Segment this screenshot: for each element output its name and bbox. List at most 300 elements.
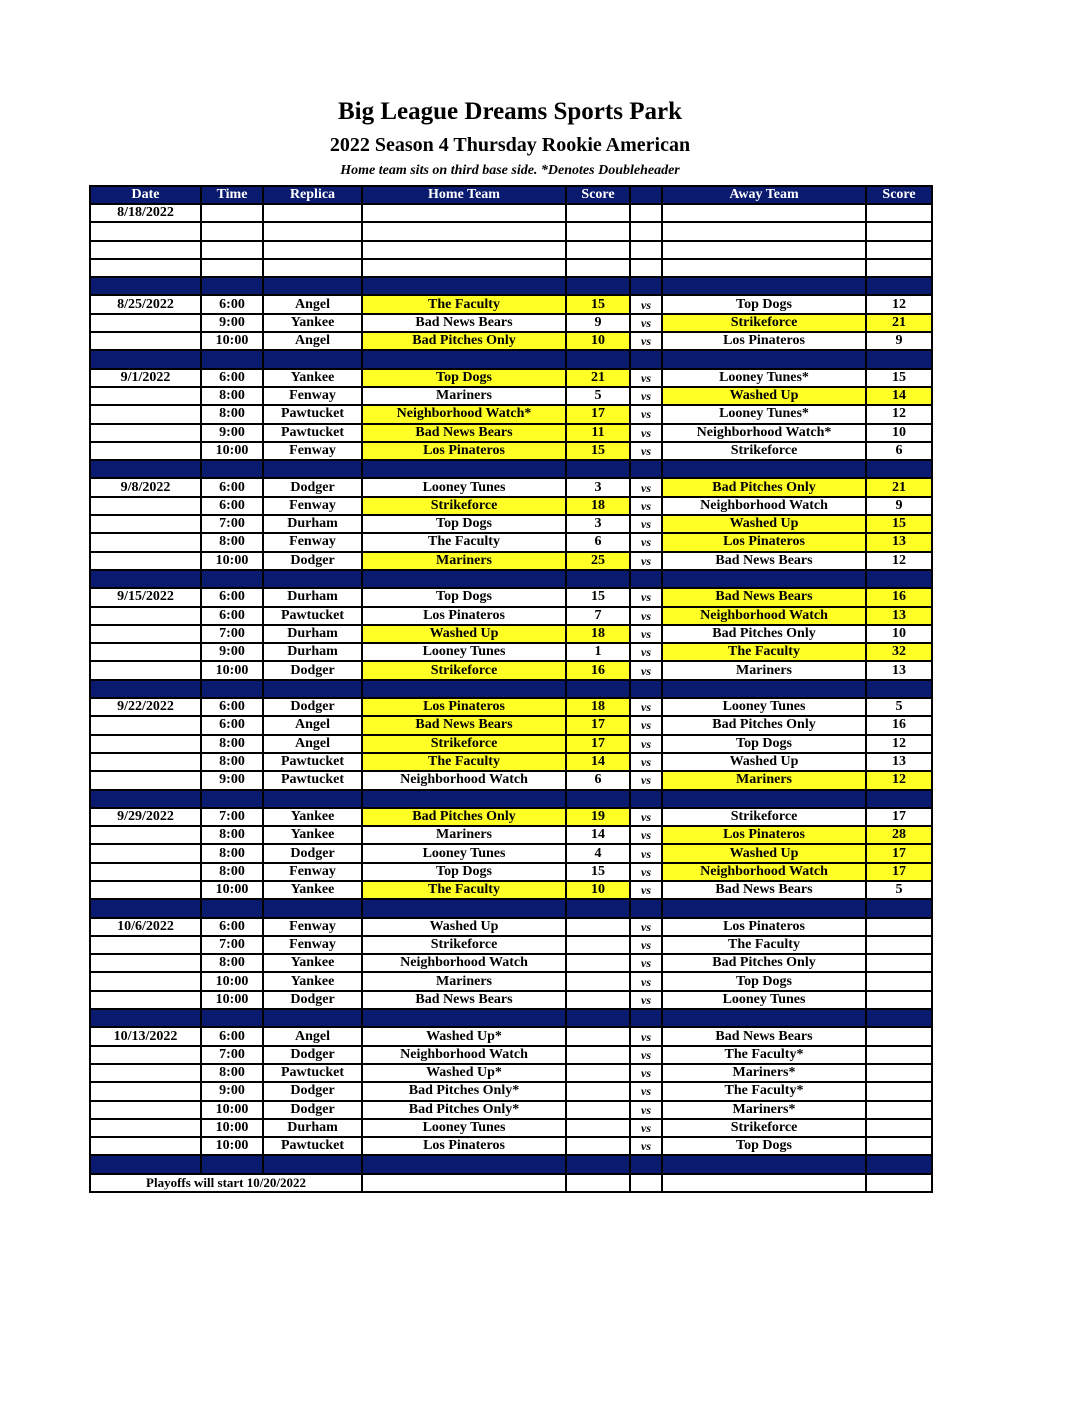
- empty-cell: [630, 259, 662, 277]
- home-score: 17: [566, 405, 630, 423]
- table-row: [90, 716, 932, 734]
- away-team: Bad Pitches Only: [662, 625, 866, 643]
- vs-label: vs: [630, 552, 662, 570]
- col-header-date: Date: [90, 186, 201, 204]
- separator-cell: [566, 460, 630, 478]
- table-row: [90, 497, 932, 515]
- away-team: Neighborhood Watch: [662, 863, 866, 881]
- separator-cell: [630, 790, 662, 808]
- empty-cell: [90, 424, 201, 442]
- vs-label: vs: [630, 442, 662, 460]
- week-separator: [90, 1009, 932, 1027]
- away-team: Strikeforce: [662, 808, 866, 826]
- replica-field: Pawtucket: [263, 405, 362, 423]
- away-team: Los Pinateros: [662, 332, 866, 350]
- separator-cell: [866, 680, 932, 698]
- empty-cell: [90, 259, 201, 277]
- game-time: 6:00: [201, 1027, 263, 1045]
- separator-cell: [201, 460, 263, 478]
- separator-cell: [630, 350, 662, 368]
- home-team: Bad Pitches Only: [362, 808, 566, 826]
- separator-cell: [662, 460, 866, 478]
- home-score: 17: [566, 735, 630, 753]
- empty-cell: [662, 204, 866, 222]
- away-team: Los Pinateros: [662, 533, 866, 551]
- away-team: Washed Up: [662, 515, 866, 533]
- home-score: [566, 1027, 630, 1045]
- away-score: 12: [866, 771, 932, 789]
- home-team: Looney Tunes: [362, 1119, 566, 1137]
- separator-cell: [630, 1009, 662, 1027]
- vs-label: vs: [630, 808, 662, 826]
- replica-field: Fenway: [263, 497, 362, 515]
- table-row: [90, 753, 932, 771]
- vs-label: vs: [630, 295, 662, 313]
- home-team: The Faculty: [362, 753, 566, 771]
- empty-cell: [566, 204, 630, 222]
- vs-label: vs: [630, 698, 662, 716]
- separator-cell: [630, 570, 662, 588]
- empty-cell: [263, 222, 362, 240]
- home-team: The Faculty: [362, 881, 566, 899]
- replica-field: Fenway: [263, 533, 362, 551]
- vs-label: vs: [630, 661, 662, 679]
- week-separator: [90, 460, 932, 478]
- game-time: 8:00: [201, 954, 263, 972]
- home-team: Mariners: [362, 387, 566, 405]
- away-score: [866, 972, 932, 990]
- away-team: Washed Up: [662, 753, 866, 771]
- separator-cell: [630, 1155, 662, 1173]
- vs-label: vs: [630, 478, 662, 496]
- separator-cell: [866, 277, 932, 295]
- vs-label: vs: [630, 369, 662, 387]
- away-score: 15: [866, 515, 932, 533]
- separator-cell: [662, 899, 866, 917]
- vs-label: vs: [630, 1119, 662, 1137]
- empty-cell: [90, 241, 201, 259]
- home-score: 3: [566, 515, 630, 533]
- away-score: 17: [866, 863, 932, 881]
- empty-cell: [263, 241, 362, 259]
- table-row: [90, 1046, 932, 1064]
- empty-cell: [90, 881, 201, 899]
- away-team: Looney Tunes*: [662, 369, 866, 387]
- home-team: Bad News Bears: [362, 314, 566, 332]
- vs-label: vs: [630, 332, 662, 350]
- home-team: Los Pinateros: [362, 698, 566, 716]
- home-team: Strikeforce: [362, 661, 566, 679]
- separator-cell: [662, 790, 866, 808]
- col-header-vs: [630, 186, 662, 204]
- away-score: 12: [866, 295, 932, 313]
- table-row: [90, 442, 932, 460]
- vs-label: vs: [630, 643, 662, 661]
- separator-cell: [362, 350, 566, 368]
- away-team: Washed Up: [662, 844, 866, 862]
- separator-cell: [866, 899, 932, 917]
- separator-cell: [362, 277, 566, 295]
- empty-cell: [90, 442, 201, 460]
- replica-field: Durham: [263, 515, 362, 533]
- separator-cell: [362, 1155, 566, 1173]
- empty-cell: [362, 241, 566, 259]
- vs-label: vs: [630, 1027, 662, 1045]
- separator-cell: [90, 277, 201, 295]
- away-score: 16: [866, 588, 932, 606]
- game-time: 10:00: [201, 332, 263, 350]
- away-score: 5: [866, 698, 932, 716]
- game-date: 10/13/2022: [90, 1027, 201, 1045]
- home-score: 18: [566, 698, 630, 716]
- table-row: [90, 533, 932, 551]
- away-score: 12: [866, 735, 932, 753]
- home-team: Bad News Bears: [362, 716, 566, 734]
- table-row: [90, 918, 932, 936]
- empty-cell: [362, 222, 566, 240]
- game-date: 10/6/2022: [90, 918, 201, 936]
- home-team: Looney Tunes: [362, 844, 566, 862]
- home-score: 11: [566, 424, 630, 442]
- separator-cell: [90, 1155, 201, 1173]
- separator-cell: [566, 790, 630, 808]
- empty-cell: [90, 716, 201, 734]
- vs-label: vs: [630, 863, 662, 881]
- replica-field: Fenway: [263, 863, 362, 881]
- separator-cell: [662, 277, 866, 295]
- separator-cell: [566, 277, 630, 295]
- empty-cell: [566, 241, 630, 259]
- home-score: 21: [566, 369, 630, 387]
- home-team: Top Dogs: [362, 369, 566, 387]
- separator-cell: [662, 570, 866, 588]
- home-score: 15: [566, 588, 630, 606]
- replica-field: Pawtucket: [263, 607, 362, 625]
- replica-field: Fenway: [263, 918, 362, 936]
- game-time: 8:00: [201, 753, 263, 771]
- home-score: 6: [566, 771, 630, 789]
- away-score: [866, 918, 932, 936]
- home-score: 25: [566, 552, 630, 570]
- empty-cell: [90, 1101, 201, 1119]
- away-team: Neighborhood Watch*: [662, 424, 866, 442]
- table-row: [90, 698, 932, 716]
- away-score: 9: [866, 497, 932, 515]
- away-score: [866, 1064, 932, 1082]
- home-team: Looney Tunes: [362, 478, 566, 496]
- home-team: Bad Pitches Only*: [362, 1082, 566, 1100]
- game-date: 9/8/2022: [90, 478, 201, 496]
- home-team: Top Dogs: [362, 863, 566, 881]
- replica-field: Dodger: [263, 991, 362, 1009]
- separator-cell: [866, 1155, 932, 1173]
- away-team: Top Dogs: [662, 735, 866, 753]
- away-score: [866, 1027, 932, 1045]
- game-time: 7:00: [201, 808, 263, 826]
- game-time: 8:00: [201, 735, 263, 753]
- empty-cell: [201, 259, 263, 277]
- away-score: 17: [866, 844, 932, 862]
- home-score: 6: [566, 533, 630, 551]
- vs-label: vs: [630, 588, 662, 606]
- replica-field: Durham: [263, 1119, 362, 1137]
- separator-cell: [362, 899, 566, 917]
- vs-label: vs: [630, 607, 662, 625]
- separator-cell: [662, 350, 866, 368]
- empty-cell: [90, 1082, 201, 1100]
- game-time: 6:00: [201, 588, 263, 606]
- game-time: 9:00: [201, 424, 263, 442]
- away-score: 12: [866, 552, 932, 570]
- separator-cell: [362, 570, 566, 588]
- home-team: Mariners: [362, 552, 566, 570]
- separator-cell: [201, 680, 263, 698]
- replica-field: Pawtucket: [263, 771, 362, 789]
- table-row: [90, 1082, 932, 1100]
- away-score: 9: [866, 332, 932, 350]
- away-team: Mariners: [662, 661, 866, 679]
- game-time: 7:00: [201, 625, 263, 643]
- table-row: [90, 1027, 932, 1045]
- separator-cell: [90, 350, 201, 368]
- away-score: 17: [866, 808, 932, 826]
- away-score: 13: [866, 607, 932, 625]
- game-time: 6:00: [201, 497, 263, 515]
- replica-field: Dodger: [263, 661, 362, 679]
- table-row: [90, 314, 932, 332]
- replica-field: Pawtucket: [263, 753, 362, 771]
- table-row: [90, 478, 932, 496]
- game-time: 8:00: [201, 387, 263, 405]
- table-row: [90, 1064, 932, 1082]
- game-date: 9/22/2022: [90, 698, 201, 716]
- away-team: Strikeforce: [662, 442, 866, 460]
- separator-cell: [263, 790, 362, 808]
- away-score: [866, 1082, 932, 1100]
- home-score: [566, 1082, 630, 1100]
- vs-label: vs: [630, 881, 662, 899]
- table-row: [90, 259, 932, 277]
- empty-cell: [90, 405, 201, 423]
- away-team: Looney Tunes: [662, 698, 866, 716]
- separator-cell: [90, 570, 201, 588]
- empty-cell: [90, 991, 201, 1009]
- empty-cell: [90, 826, 201, 844]
- home-team: The Faculty: [362, 533, 566, 551]
- table-row: [90, 369, 932, 387]
- empty-cell: [90, 936, 201, 954]
- replica-field: Yankee: [263, 954, 362, 972]
- table-row: [90, 332, 932, 350]
- away-team: Top Dogs: [662, 972, 866, 990]
- empty-cell: [630, 241, 662, 259]
- replica-field: Fenway: [263, 442, 362, 460]
- game-time: 7:00: [201, 936, 263, 954]
- vs-label: vs: [630, 991, 662, 1009]
- table-row: [90, 222, 932, 240]
- away-team: The Faculty*: [662, 1082, 866, 1100]
- home-team: Washed Up: [362, 918, 566, 936]
- home-score: 15: [566, 863, 630, 881]
- game-time: 6:00: [201, 698, 263, 716]
- separator-cell: [630, 460, 662, 478]
- game-time: 6:00: [201, 478, 263, 496]
- empty-cell: [90, 735, 201, 753]
- empty-cell: [662, 1174, 866, 1192]
- game-time: 9:00: [201, 643, 263, 661]
- table-row: [90, 863, 932, 881]
- home-team: Top Dogs: [362, 515, 566, 533]
- vs-label: vs: [630, 405, 662, 423]
- empty-cell: [566, 222, 630, 240]
- empty-cell: [866, 222, 932, 240]
- empty-cell: [90, 515, 201, 533]
- game-time: 10:00: [201, 442, 263, 460]
- home-score: 14: [566, 826, 630, 844]
- table-row: [90, 424, 932, 442]
- empty-cell: [630, 1174, 662, 1192]
- home-team: Bad Pitches Only*: [362, 1101, 566, 1119]
- away-score: 6: [866, 442, 932, 460]
- away-score: 32: [866, 643, 932, 661]
- away-team: Bad Pitches Only: [662, 716, 866, 734]
- vs-label: vs: [630, 1101, 662, 1119]
- vs-label: vs: [630, 497, 662, 515]
- away-team: Los Pinateros: [662, 918, 866, 936]
- separator-cell: [630, 277, 662, 295]
- home-score: 18: [566, 625, 630, 643]
- separator-cell: [362, 680, 566, 698]
- separator-cell: [90, 1009, 201, 1027]
- vs-label: vs: [630, 314, 662, 332]
- away-score: [866, 1137, 932, 1155]
- home-team: The Faculty: [362, 295, 566, 313]
- empty-cell: [90, 1046, 201, 1064]
- separator-cell: [90, 899, 201, 917]
- replica-field: Dodger: [263, 1082, 362, 1100]
- empty-cell: [90, 661, 201, 679]
- away-score: 5: [866, 881, 932, 899]
- away-score: 12: [866, 405, 932, 423]
- vs-label: vs: [630, 936, 662, 954]
- away-score: 13: [866, 661, 932, 679]
- replica-field: Dodger: [263, 1046, 362, 1064]
- vs-label: vs: [630, 826, 662, 844]
- empty-cell: [630, 222, 662, 240]
- table-row: [90, 881, 932, 899]
- empty-cell: [90, 314, 201, 332]
- away-score: 21: [866, 314, 932, 332]
- away-team: The Faculty: [662, 643, 866, 661]
- vs-label: vs: [630, 972, 662, 990]
- home-score: [566, 954, 630, 972]
- home-score: [566, 936, 630, 954]
- week-separator: [90, 899, 932, 917]
- schedule-table: [89, 185, 933, 1193]
- empty-cell: [90, 1137, 201, 1155]
- empty-cell: [90, 844, 201, 862]
- week-separator: [90, 680, 932, 698]
- schedule-body: [90, 204, 932, 1192]
- away-score: 10: [866, 424, 932, 442]
- replica-field: Durham: [263, 643, 362, 661]
- home-score: [566, 1119, 630, 1137]
- separator-cell: [362, 460, 566, 478]
- vs-label: vs: [630, 735, 662, 753]
- col-header-home-team: Home Team: [362, 186, 566, 204]
- away-score: 13: [866, 533, 932, 551]
- separator-cell: [263, 899, 362, 917]
- week-separator: [90, 1155, 932, 1173]
- replica-field: Yankee: [263, 881, 362, 899]
- away-score: [866, 954, 932, 972]
- separator-cell: [201, 570, 263, 588]
- home-team: Top Dogs: [362, 588, 566, 606]
- home-score: 5: [566, 387, 630, 405]
- vs-label: vs: [630, 716, 662, 734]
- table-row: [90, 607, 932, 625]
- home-team: Neighborhood Watch: [362, 771, 566, 789]
- away-team: Bad News Bears: [662, 552, 866, 570]
- table-row: [90, 661, 932, 679]
- away-team: Mariners*: [662, 1101, 866, 1119]
- game-time: 10:00: [201, 991, 263, 1009]
- home-team: Neighborhood Watch*: [362, 405, 566, 423]
- table-row: [90, 972, 932, 990]
- empty-cell: [662, 241, 866, 259]
- home-team: Strikeforce: [362, 497, 566, 515]
- away-score: 14: [866, 387, 932, 405]
- week-separator: [90, 570, 932, 588]
- game-time: 6:00: [201, 369, 263, 387]
- separator-cell: [566, 1009, 630, 1027]
- game-time: 10:00: [201, 881, 263, 899]
- game-date: 8/25/2022: [90, 295, 201, 313]
- col-header-away-team: Away Team: [662, 186, 866, 204]
- empty-cell: [662, 259, 866, 277]
- vs-label: vs: [630, 1082, 662, 1100]
- game-time: 6:00: [201, 918, 263, 936]
- home-score: 3: [566, 478, 630, 496]
- home-score: 18: [566, 497, 630, 515]
- away-score: 15: [866, 369, 932, 387]
- away-team: Strikeforce: [662, 314, 866, 332]
- away-team: The Faculty*: [662, 1046, 866, 1064]
- away-score: 13: [866, 753, 932, 771]
- home-team: Strikeforce: [362, 735, 566, 753]
- home-score: 10: [566, 332, 630, 350]
- table-row: [90, 991, 932, 1009]
- away-team: Washed Up: [662, 387, 866, 405]
- separator-cell: [201, 350, 263, 368]
- separator-cell: [201, 277, 263, 295]
- empty-cell: [866, 241, 932, 259]
- week-separator: [90, 350, 932, 368]
- away-team: Bad News Bears: [662, 1027, 866, 1045]
- empty-cell: [362, 259, 566, 277]
- table-row: [90, 643, 932, 661]
- home-score: 14: [566, 753, 630, 771]
- away-team: Neighborhood Watch: [662, 497, 866, 515]
- table-row: [90, 552, 932, 570]
- separator-cell: [201, 1009, 263, 1027]
- game-date: 8/18/2022: [90, 204, 201, 222]
- table-row: [90, 295, 932, 313]
- empty-cell: [630, 204, 662, 222]
- replica-field: Dodger: [263, 844, 362, 862]
- replica-field: Yankee: [263, 826, 362, 844]
- vs-label: vs: [630, 1137, 662, 1155]
